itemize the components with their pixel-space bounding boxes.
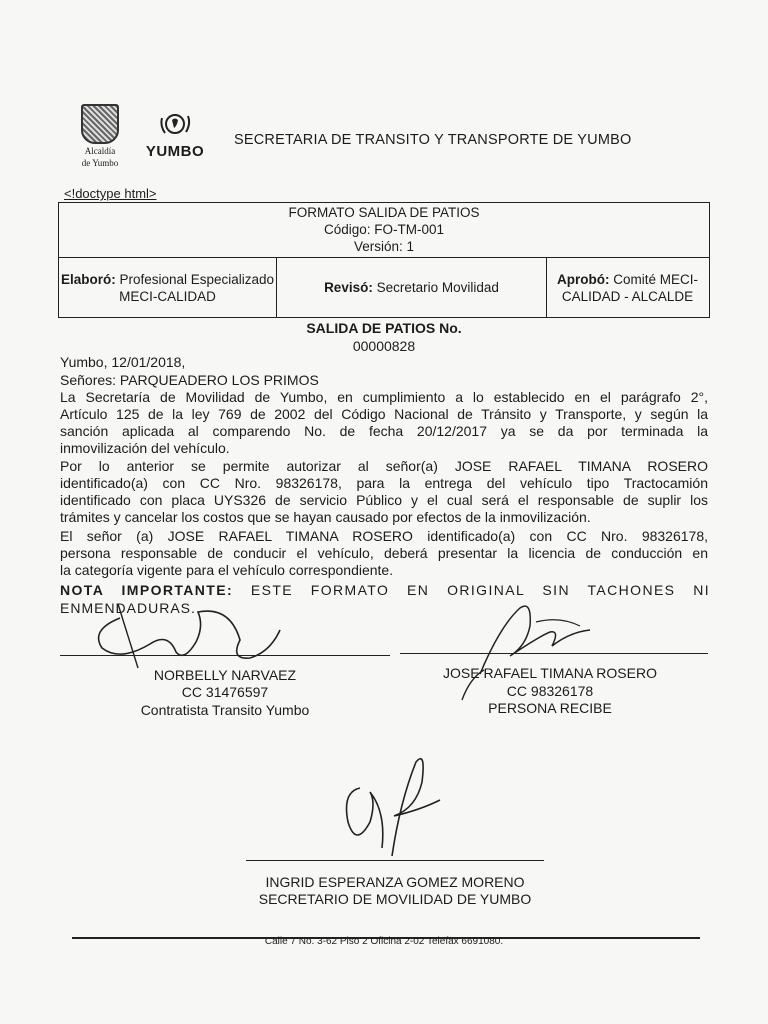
aprobo-label: Aprobó: <box>556 271 610 287</box>
coat-of-arms-icon <box>81 104 119 144</box>
format-box <box>58 202 710 318</box>
elaboro-label: Elaboró: <box>60 271 116 287</box>
p2-line-1: Por lo anterior se permite autorizar al señor(a) JOSE RAFAEL TIMANA ROSERO <box>60 458 708 474</box>
left-signer-role: Contratista Transito Yumbo <box>140 702 310 718</box>
header-title: SECRETARIA DE TRANSITO Y TRANSPORTE DE YUMBO <box>234 132 632 148</box>
bottom-signer-role: SECRETARIO DE MOVILIDAD DE YUMBO <box>258 891 532 907</box>
p2-line-3: identificado con placa UYS326 de servicio Público y el cual será el responsable de suplir los <box>60 492 708 508</box>
right-signer-id: CC 98326178 <box>506 683 594 699</box>
alcaldia-logo <box>76 104 124 168</box>
alcaldia-caption-1: Alcaldía <box>84 146 116 156</box>
aprobo-cell <box>547 258 708 317</box>
right-signer-role: PERSONA RECIBE <box>488 700 612 716</box>
p3-line-3: la categoría vigente para el vehículo correspondiente. <box>60 562 394 578</box>
format-box-header <box>59 203 709 258</box>
alcaldia-caption-2: de Yumbo <box>81 158 119 168</box>
recipient-line: Señores: PARQUEADERO LOS PRIMOS <box>60 372 319 388</box>
p1-line-3: sanción aplicada al comparendo No. de fecha 20/12/2017 ya se da por terminada la <box>60 423 708 439</box>
yumbo-logo <box>140 108 210 162</box>
right-signer-name: JOSE RAFAEL TIMANA ROSERO <box>443 665 657 681</box>
signature-bottom-icon <box>330 752 450 862</box>
signature-line-left <box>60 655 390 656</box>
doctype-text: <!doctype html> <box>64 186 157 201</box>
reviso-value: Secretario Movilidad <box>376 280 499 295</box>
nota-label: NOTA IMPORTANTE: <box>60 582 234 598</box>
reviso-label: Revisó: <box>324 280 373 295</box>
footer-address: Calle 7 No. 3-62 Piso 2 Oficina 2-02 Telefax 6691080. <box>264 936 504 947</box>
yumbo-emblem-icon <box>158 108 192 140</box>
p2-line-4: trámites y cancelar los costos que se hayan causado por efectos de la inmovilización. <box>60 509 591 525</box>
format-code: Código: FO-TM-001 <box>323 222 445 237</box>
p2-line-2: identificado(a) con CC Nro. 98326178, para la entrega del vehículo tipo Tractocamión <box>60 475 708 491</box>
p1-line-1: La Secretaría de Movilidad de Yumbo, en cumplimiento a lo establecido en el parágrafo 2°, <box>60 389 708 405</box>
bottom-signer-name: INGRID ESPERANZA GOMEZ MORENO <box>265 874 525 890</box>
left-signer-name: NORBELLY NARVAEZ <box>153 667 297 683</box>
reviso-cell <box>277 258 547 317</box>
format-version: Versión: 1 <box>353 239 415 254</box>
signature-left-icon <box>80 600 300 670</box>
elaboro-cell <box>59 258 277 317</box>
signature-line-right <box>400 653 708 654</box>
format-title: FORMATO SALIDA DE PATIOS <box>288 205 480 220</box>
elaboro-value: Profesional Especializado MECI-CALIDAD <box>119 271 275 304</box>
nota-line <box>60 582 710 598</box>
signature-line-bottom <box>246 860 544 861</box>
p1-line-4: inmovilización del vehículo. <box>60 440 230 456</box>
nota-text: ESTE FORMATO EN ORIGINAL SIN TACHONES NI <box>250 582 710 598</box>
aprobo-value: Comité MECI-CALIDAD - ALCALDE <box>561 271 698 304</box>
left-signer-id: CC 31476597 <box>181 684 269 700</box>
salida-title: SALIDA DE PATIOS No. <box>306 320 462 336</box>
salida-number: 00000828 <box>352 338 416 354</box>
date-line: Yumbo, 12/01/2018, <box>60 354 186 370</box>
yumbo-wordmark: YUMBO <box>145 143 205 160</box>
p1-line-2: Artículo 125 de la ley 769 de 2002 del Código Nacional de Tránsito y Transporte, y según la <box>60 406 708 422</box>
p3-line-2: persona responsable de conducir el vehículo, deberá presentar la licencia de conducción en <box>60 545 708 561</box>
p3-line-1: El señor (a) JOSE RAFAEL TIMANA ROSERO identificado(a) con CC Nro. 98326178, <box>60 528 708 544</box>
nota-line-2: ENMENDADURAS. <box>60 600 196 616</box>
